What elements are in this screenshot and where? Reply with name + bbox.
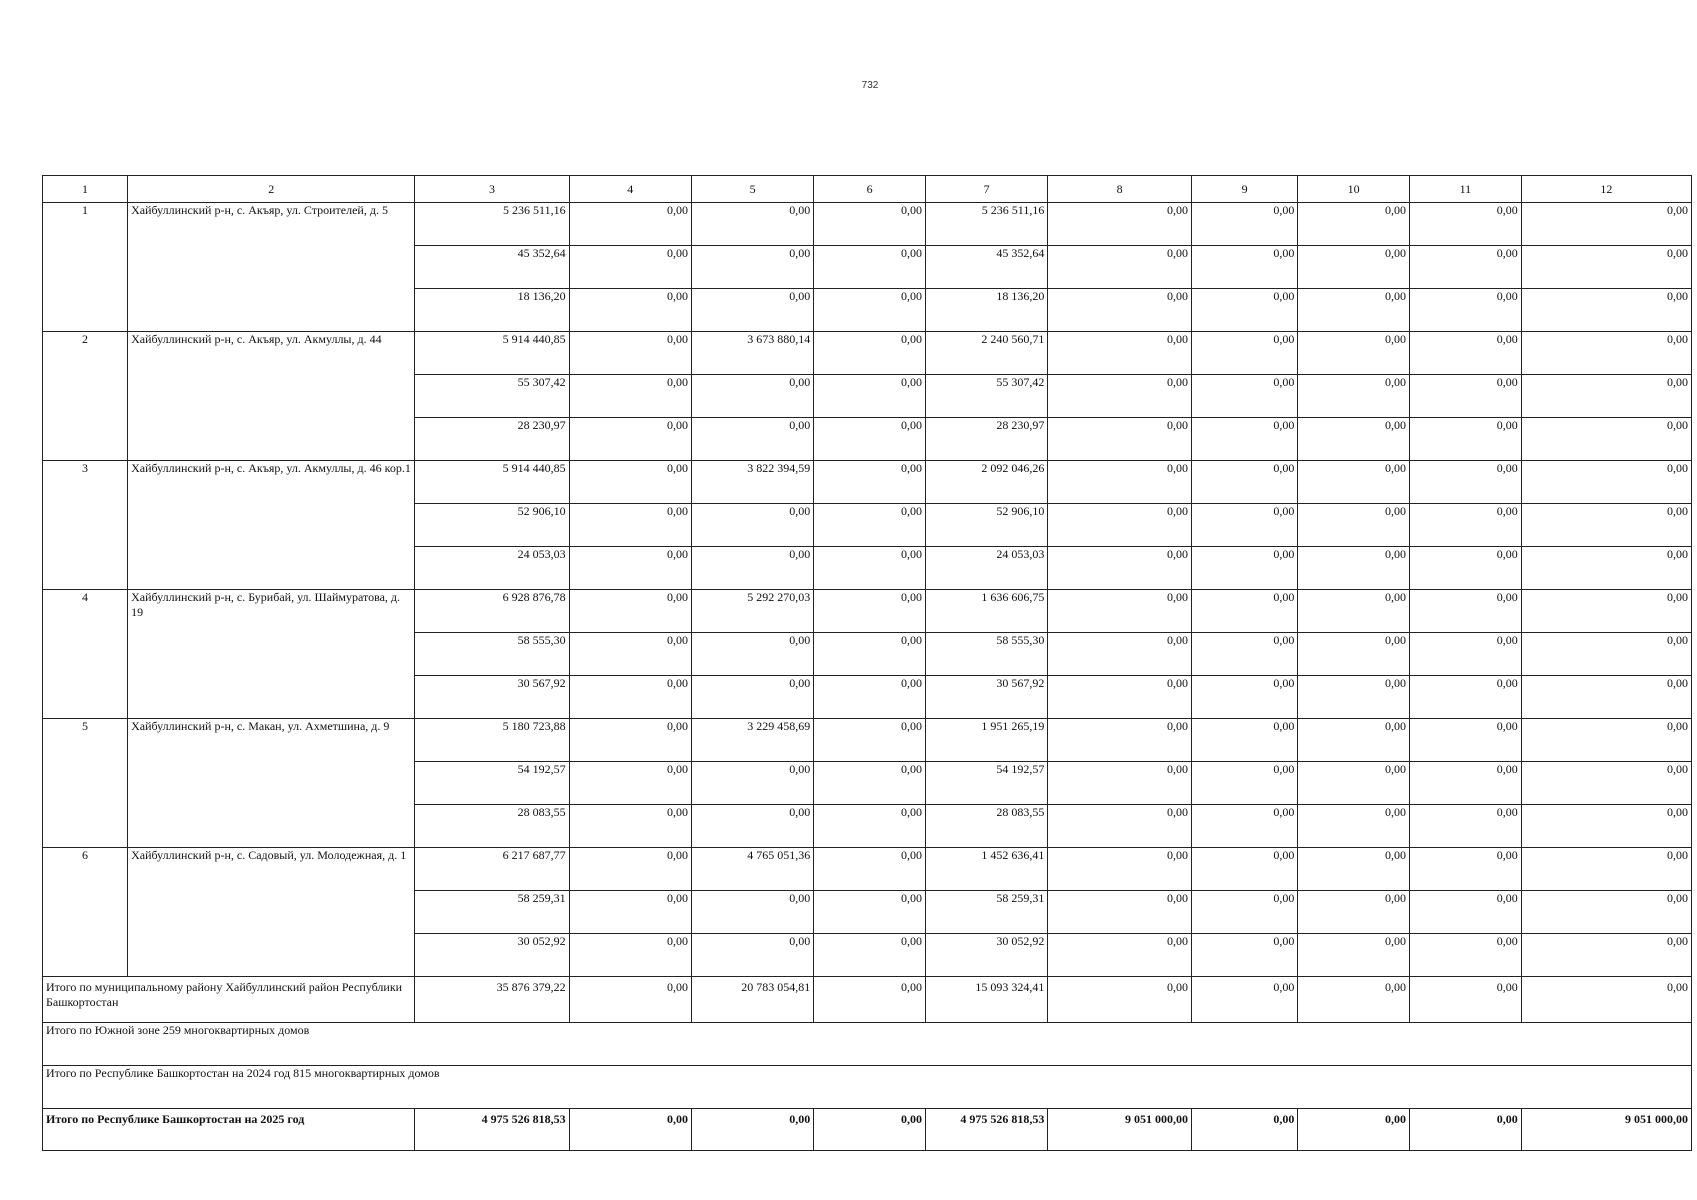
value-cell: 0,00 — [1410, 719, 1522, 762]
value-cell: 0,00 — [1191, 375, 1297, 418]
value-cell: 58 555,30 — [925, 633, 1047, 676]
value-cell: 0,00 — [1298, 762, 1410, 805]
value-cell: 6 217 687,77 — [415, 848, 569, 891]
value-cell: 0,00 — [814, 375, 926, 418]
value-cell: 0,00 — [1298, 246, 1410, 289]
value-cell: 0,00 — [814, 977, 926, 1023]
column-header: 8 — [1048, 176, 1192, 203]
value-cell: 45 352,64 — [415, 246, 569, 289]
value-cell: 0,00 — [1521, 547, 1691, 590]
value-cell: 0,00 — [1298, 891, 1410, 934]
value-cell: 0,00 — [569, 203, 691, 246]
value-cell: 0,00 — [1048, 590, 1192, 633]
value-cell: 0,00 — [1048, 977, 1192, 1023]
value-cell: 0,00 — [1410, 848, 1522, 891]
row-index: 2 — [43, 332, 128, 461]
value-cell: 28 230,97 — [415, 418, 569, 461]
value-cell: 0,00 — [1410, 246, 1522, 289]
value-cell: 0,00 — [569, 289, 691, 332]
value-cell: 5 236 511,16 — [925, 203, 1047, 246]
value-cell: 0,00 — [1410, 203, 1522, 246]
value-cell: 0,00 — [1298, 332, 1410, 375]
value-cell: 0,00 — [569, 719, 691, 762]
value-cell: 0,00 — [1410, 375, 1522, 418]
value-cell: 0,00 — [814, 805, 926, 848]
value-cell: 0,00 — [1298, 934, 1410, 977]
value-cell: 0,00 — [569, 762, 691, 805]
value-cell: 0,00 — [1048, 848, 1192, 891]
value-cell: 3 673 880,14 — [691, 332, 813, 375]
value-cell: 0,00 — [569, 547, 691, 590]
table-row — [43, 719, 1692, 762]
value-cell: 0,00 — [691, 805, 813, 848]
value-cell: 58 259,31 — [925, 891, 1047, 934]
table-row — [43, 461, 1692, 504]
value-cell: 0,00 — [569, 1109, 691, 1151]
value-cell: 30 567,92 — [415, 676, 569, 719]
value-cell: 1 452 636,41 — [925, 848, 1047, 891]
address-cell: Хайбуллинский р-н, с. Акъяр, ул. Акмуллы, д. 44 — [128, 332, 415, 461]
table-row — [43, 848, 1692, 891]
value-cell: 18 136,20 — [925, 289, 1047, 332]
value-cell: 0,00 — [814, 676, 926, 719]
value-cell: 0,00 — [1191, 805, 1297, 848]
value-cell: 0,00 — [569, 332, 691, 375]
value-cell: 0,00 — [569, 934, 691, 977]
value-cell: 0,00 — [691, 375, 813, 418]
value-cell: 3 229 458,69 — [691, 719, 813, 762]
row-index: 5 — [43, 719, 128, 848]
value-cell: 0,00 — [1521, 461, 1691, 504]
value-cell: 0,00 — [691, 504, 813, 547]
value-cell: 30 567,92 — [925, 676, 1047, 719]
value-cell: 2 092 046,26 — [925, 461, 1047, 504]
column-header: 5 — [691, 176, 813, 203]
value-cell: 35 876 379,22 — [415, 977, 569, 1023]
value-cell: 0,00 — [1191, 547, 1297, 590]
column-header: 9 — [1191, 176, 1297, 203]
value-cell: 0,00 — [1521, 375, 1691, 418]
value-cell: 0,00 — [1048, 332, 1192, 375]
value-cell: 0,00 — [691, 762, 813, 805]
value-cell: 0,00 — [1521, 719, 1691, 762]
value-cell: 0,00 — [569, 246, 691, 289]
value-cell: 0,00 — [1410, 934, 1522, 977]
value-cell: 0,00 — [1191, 762, 1297, 805]
value-cell: 0,00 — [1298, 375, 1410, 418]
value-cell: 0,00 — [1191, 289, 1297, 332]
value-cell: 0,00 — [814, 633, 926, 676]
column-header-row — [43, 176, 1692, 203]
value-cell: 0,00 — [569, 676, 691, 719]
value-cell: 0,00 — [691, 633, 813, 676]
value-cell: 0,00 — [1410, 547, 1522, 590]
value-cell: 0,00 — [1191, 203, 1297, 246]
value-cell: 0,00 — [1191, 504, 1297, 547]
value-cell: 0,00 — [814, 1109, 926, 1151]
row-index: 4 — [43, 590, 128, 719]
column-header: 4 — [569, 176, 691, 203]
value-cell: 0,00 — [1298, 633, 1410, 676]
value-cell: 0,00 — [1048, 805, 1192, 848]
value-cell: 0,00 — [1521, 891, 1691, 934]
value-cell: 0,00 — [569, 891, 691, 934]
value-cell: 0,00 — [691, 246, 813, 289]
value-cell: 0,00 — [1048, 246, 1192, 289]
value-cell: 0,00 — [1191, 418, 1297, 461]
value-cell: 55 307,42 — [925, 375, 1047, 418]
value-cell: 0,00 — [1298, 676, 1410, 719]
value-cell: 4 975 526 818,53 — [925, 1109, 1047, 1151]
value-cell: 24 053,03 — [925, 547, 1047, 590]
value-cell: 0,00 — [1298, 719, 1410, 762]
value-cell: 3 822 394,59 — [691, 461, 813, 504]
value-cell: 4 765 051,36 — [691, 848, 813, 891]
value-cell: 0,00 — [569, 418, 691, 461]
value-cell: 0,00 — [1410, 504, 1522, 547]
value-cell: 0,00 — [1410, 977, 1522, 1023]
value-cell: 0,00 — [1410, 762, 1522, 805]
value-cell: 0,00 — [691, 934, 813, 977]
value-cell: 0,00 — [1410, 633, 1522, 676]
budget-table — [42, 175, 1692, 1151]
value-cell: 0,00 — [691, 289, 813, 332]
value-cell: 0,00 — [1521, 332, 1691, 375]
value-cell: 0,00 — [814, 203, 926, 246]
value-cell: 0,00 — [1521, 848, 1691, 891]
value-cell: 52 906,10 — [925, 504, 1047, 547]
value-cell: 0,00 — [1298, 1109, 1410, 1151]
value-cell: 0,00 — [1521, 418, 1691, 461]
column-header: 2 — [128, 176, 415, 203]
value-cell: 0,00 — [1410, 590, 1522, 633]
column-header: 12 — [1521, 176, 1691, 203]
value-cell: 0,00 — [814, 848, 926, 891]
value-cell: 54 192,57 — [925, 762, 1047, 805]
value-cell: 0,00 — [691, 547, 813, 590]
value-cell: 0,00 — [814, 504, 926, 547]
value-cell: 0,00 — [814, 719, 926, 762]
value-cell: 30 052,92 — [925, 934, 1047, 977]
value-cell: 0,00 — [1298, 203, 1410, 246]
value-cell: 0,00 — [1410, 289, 1522, 332]
value-cell: 0,00 — [1521, 590, 1691, 633]
republic-2025-total-label: Итого по Республике Башкортостан на 2025 год — [43, 1109, 415, 1151]
value-cell: 28 083,55 — [925, 805, 1047, 848]
value-cell: 0,00 — [1410, 805, 1522, 848]
value-cell: 0,00 — [814, 590, 926, 633]
value-cell: 0,00 — [814, 461, 926, 504]
value-cell: 0,00 — [814, 246, 926, 289]
value-cell: 0,00 — [1191, 719, 1297, 762]
value-cell: 0,00 — [1298, 848, 1410, 891]
value-cell: 5 292 270,03 — [691, 590, 813, 633]
column-header: 1 — [43, 176, 128, 203]
value-cell: 0,00 — [1048, 633, 1192, 676]
value-cell: 0,00 — [691, 1109, 813, 1151]
value-cell: 0,00 — [1191, 590, 1297, 633]
value-cell: 0,00 — [814, 934, 926, 977]
column-header: 3 — [415, 176, 569, 203]
value-cell: 2 240 560,71 — [925, 332, 1047, 375]
value-cell: 0,00 — [1521, 246, 1691, 289]
value-cell: 0,00 — [1521, 805, 1691, 848]
value-cell: 4 975 526 818,53 — [415, 1109, 569, 1151]
value-cell: 0,00 — [1048, 461, 1192, 504]
value-cell: 0,00 — [814, 762, 926, 805]
value-cell: 0,00 — [1521, 289, 1691, 332]
value-cell: 58 259,31 — [415, 891, 569, 934]
value-cell: 0,00 — [1521, 203, 1691, 246]
value-cell: 0,00 — [1191, 461, 1297, 504]
district-total-row — [43, 977, 1692, 1023]
value-cell: 0,00 — [1521, 762, 1691, 805]
value-cell: 9 051 000,00 — [1521, 1109, 1691, 1151]
value-cell: 24 053,03 — [415, 547, 569, 590]
value-cell: 0,00 — [1410, 461, 1522, 504]
value-cell: 0,00 — [1191, 676, 1297, 719]
value-cell: 0,00 — [691, 203, 813, 246]
value-cell: 0,00 — [569, 977, 691, 1023]
row-index: 3 — [43, 461, 128, 590]
value-cell: 0,00 — [814, 289, 926, 332]
address-cell: Хайбуллинский р-н, с. Бурибай, ул. Шаймуратова, д. 19 — [128, 590, 415, 719]
value-cell: 1 951 265,19 — [925, 719, 1047, 762]
value-cell: 0,00 — [1048, 676, 1192, 719]
table-row — [43, 332, 1692, 375]
value-cell: 0,00 — [814, 332, 926, 375]
zone-total-row-label: Итого по Южной зоне 259 многоквартирных домов — [43, 1023, 1692, 1066]
value-cell: 55 307,42 — [415, 375, 569, 418]
value-cell: 0,00 — [814, 891, 926, 934]
value-cell: 28 083,55 — [415, 805, 569, 848]
value-cell: 0,00 — [691, 891, 813, 934]
value-cell: 9 051 000,00 — [1048, 1109, 1192, 1151]
value-cell: 0,00 — [569, 375, 691, 418]
value-cell: 20 783 054,81 — [691, 977, 813, 1023]
value-cell: 30 052,92 — [415, 934, 569, 977]
table-body — [43, 176, 1692, 1151]
value-cell: 0,00 — [1521, 676, 1691, 719]
value-cell: 0,00 — [1521, 633, 1691, 676]
value-cell: 0,00 — [569, 633, 691, 676]
value-cell: 0,00 — [569, 461, 691, 504]
value-cell: 0,00 — [1048, 504, 1192, 547]
value-cell: 0,00 — [1191, 934, 1297, 977]
address-cell: Хайбуллинский р-н, с. Макан, ул. Ахметшина, д. 9 — [128, 719, 415, 848]
value-cell: 5 914 440,85 — [415, 332, 569, 375]
value-cell: 0,00 — [1048, 719, 1192, 762]
value-cell: 6 928 876,78 — [415, 590, 569, 633]
row-index: 6 — [43, 848, 128, 977]
value-cell: 0,00 — [1048, 203, 1192, 246]
value-cell: 0,00 — [1048, 891, 1192, 934]
page-number: 732 — [861, 80, 879, 91]
value-cell: 0,00 — [1410, 1109, 1522, 1151]
value-cell: 0,00 — [1298, 289, 1410, 332]
address-cell: Хайбуллинский р-н, с. Акъяр, ул. Акмуллы, д. 46 кор.1 — [128, 461, 415, 590]
address-cell: Хайбуллинский р-н, с. Садовый, ул. Молодежная, д. 1 — [128, 848, 415, 977]
value-cell: 0,00 — [1298, 590, 1410, 633]
value-cell: 0,00 — [1191, 1109, 1297, 1151]
value-cell: 0,00 — [1191, 977, 1297, 1023]
value-cell: 0,00 — [1298, 977, 1410, 1023]
row-index: 1 — [43, 203, 128, 332]
value-cell: 0,00 — [1191, 891, 1297, 934]
address-cell: Хайбуллинский р-н, с. Акъяр, ул. Строителей, д. 5 — [128, 203, 415, 332]
column-header: 6 — [814, 176, 926, 203]
value-cell: 0,00 — [1410, 891, 1522, 934]
value-cell: 58 555,30 — [415, 633, 569, 676]
value-cell: 0,00 — [1191, 633, 1297, 676]
value-cell: 52 906,10 — [415, 504, 569, 547]
value-cell: 0,00 — [569, 504, 691, 547]
table-row — [43, 203, 1692, 246]
value-cell: 0,00 — [1298, 461, 1410, 504]
value-cell: 0,00 — [1191, 848, 1297, 891]
value-cell: 5 914 440,85 — [415, 461, 569, 504]
value-cell: 28 230,97 — [925, 418, 1047, 461]
value-cell: 15 093 324,41 — [925, 977, 1047, 1023]
value-cell: 0,00 — [1191, 246, 1297, 289]
value-cell: 0,00 — [1191, 332, 1297, 375]
column-header: 7 — [925, 176, 1047, 203]
value-cell: 0,00 — [814, 547, 926, 590]
republic-2024-row — [43, 1066, 1692, 1109]
value-cell: 0,00 — [569, 848, 691, 891]
column-header: 11 — [1410, 176, 1522, 203]
value-cell: 0,00 — [1048, 547, 1192, 590]
value-cell: 0,00 — [1521, 934, 1691, 977]
value-cell: 5 236 511,16 — [415, 203, 569, 246]
value-cell: 0,00 — [1521, 504, 1691, 547]
table-row — [43, 590, 1692, 633]
value-cell: 0,00 — [1298, 547, 1410, 590]
value-cell: 0,00 — [1048, 289, 1192, 332]
value-cell: 0,00 — [569, 590, 691, 633]
column-header: 10 — [1298, 176, 1410, 203]
value-cell: 0,00 — [1048, 934, 1192, 977]
value-cell: 18 136,20 — [415, 289, 569, 332]
value-cell: 0,00 — [1048, 418, 1192, 461]
value-cell: 0,00 — [569, 805, 691, 848]
zone-total-row — [43, 1023, 1692, 1066]
value-cell: 0,00 — [1410, 332, 1522, 375]
value-cell: 1 636 606,75 — [925, 590, 1047, 633]
republic-2024-row-label: Итого по Республике Башкортостан на 2024 год 815 многоквартирных домов — [43, 1066, 1692, 1109]
value-cell: 45 352,64 — [925, 246, 1047, 289]
value-cell: 0,00 — [1410, 418, 1522, 461]
value-cell: 54 192,57 — [415, 762, 569, 805]
value-cell: 0,00 — [691, 676, 813, 719]
value-cell: 0,00 — [1048, 375, 1192, 418]
value-cell: 0,00 — [1298, 805, 1410, 848]
value-cell: 0,00 — [1298, 418, 1410, 461]
value-cell: 0,00 — [1521, 977, 1691, 1023]
value-cell: 0,00 — [691, 418, 813, 461]
district-total-label: Итого по муниципальному району Хайбуллинский район Республики Башкортостан — [43, 977, 415, 1023]
value-cell: 0,00 — [814, 418, 926, 461]
value-cell: 5 180 723,88 — [415, 719, 569, 762]
republic-2025-total-row — [43, 1109, 1692, 1151]
value-cell: 0,00 — [1410, 676, 1522, 719]
value-cell: 0,00 — [1298, 504, 1410, 547]
value-cell: 0,00 — [1048, 762, 1192, 805]
